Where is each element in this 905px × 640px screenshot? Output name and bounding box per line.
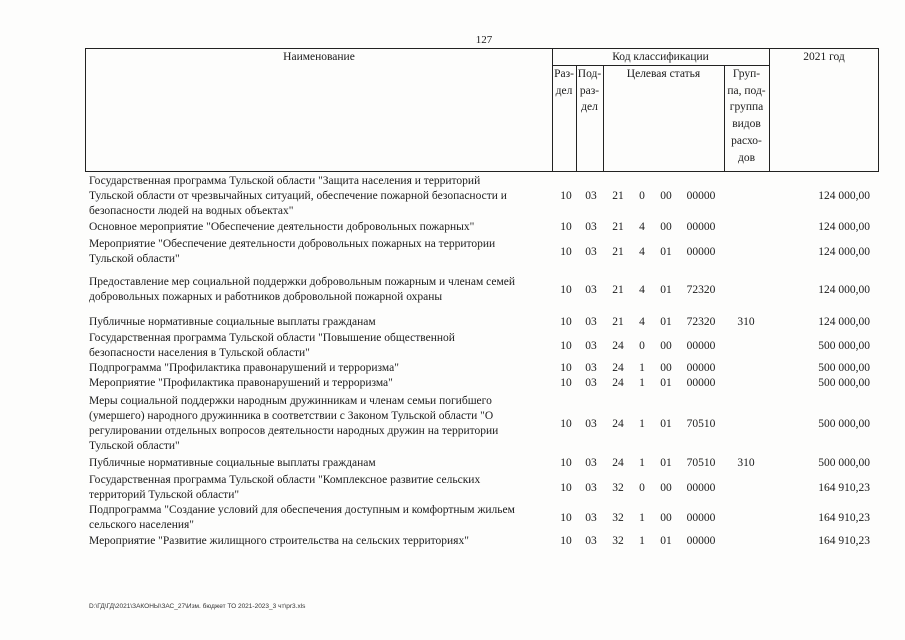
row-name-line: территорий Тульской области" bbox=[89, 489, 240, 501]
cell-target-direction: 00000 bbox=[686, 246, 716, 258]
header-podrazdel-line: дел bbox=[581, 101, 598, 114]
cell-target-program: 32 bbox=[612, 512, 624, 524]
header-name: Наименование bbox=[283, 51, 355, 63]
cell-razdel: 10 bbox=[560, 284, 572, 296]
cell-target-direction: 00000 bbox=[686, 340, 716, 352]
cell-target-subprogram: 0 bbox=[639, 340, 645, 352]
row-name-line: сельского населения" bbox=[89, 519, 194, 531]
cell-target-program: 24 bbox=[612, 340, 624, 352]
row-name bbox=[89, 315, 553, 330]
cell-razdel: 10 bbox=[560, 377, 572, 389]
cell-target-subprogram: 1 bbox=[639, 418, 645, 430]
cell-amount: 500 000,00 bbox=[818, 340, 870, 352]
row-name-line: Меры социальной поддержки народным дружинникам и членам семьи погибшего bbox=[89, 395, 492, 407]
header-vid bbox=[724, 66, 769, 166]
row-name-line: регулировании отдельных вопросов деятельности народных дружин на территории bbox=[89, 425, 499, 437]
cell-target-subprogram: 1 bbox=[639, 535, 645, 547]
cell-podrazdel: 03 bbox=[585, 190, 597, 202]
cell-podrazdel: 03 bbox=[585, 362, 597, 374]
cell-razdel: 10 bbox=[560, 418, 572, 430]
cell-target-subprogram: 1 bbox=[639, 377, 645, 389]
cell-target-direction: 00000 bbox=[686, 535, 716, 547]
cell-podrazdel: 03 bbox=[585, 377, 597, 389]
file-path-footer: D:\ГД\ГД\2021\ЗАКОНЫ\ЗАС_27\Изм. бюджет ТО 2021-2023_3 чт\pr3.xls bbox=[89, 603, 306, 610]
row-name bbox=[89, 331, 553, 361]
cell-target-event: 01 bbox=[660, 246, 672, 258]
row-name-line: Мероприятие "Развитие жилищного строительства на сельских территориях" bbox=[89, 535, 469, 547]
cell-expense-type: 310 bbox=[737, 457, 755, 469]
header-vid-line: Груп- bbox=[732, 68, 761, 80]
cell-target-direction: 00000 bbox=[686, 377, 716, 389]
cell-podrazdel: 03 bbox=[585, 221, 597, 233]
cell-target-program: 32 bbox=[612, 482, 624, 494]
page-number: 127 bbox=[475, 34, 493, 46]
header-podrazdel bbox=[576, 66, 603, 116]
row-name-line: Подпрограмма "Создание условий для обеспечения доступным и комфортным жильем bbox=[89, 504, 515, 516]
cell-target-direction: 00000 bbox=[686, 221, 716, 233]
cell-target-subprogram: 1 bbox=[639, 457, 645, 469]
cell-target-direction: 00000 bbox=[686, 512, 716, 524]
cell-razdel: 10 bbox=[560, 482, 572, 494]
cell-amount: 124 000,00 bbox=[818, 221, 870, 233]
header-target: Целевая статья bbox=[626, 68, 701, 80]
cell-target-direction: 00000 bbox=[686, 362, 716, 374]
cell-amount: 500 000,00 bbox=[818, 457, 870, 469]
cell-target-direction: 72320 bbox=[686, 316, 716, 328]
row-name-line: добровольных пожарных и работников добровольной пожарной охраны bbox=[89, 291, 443, 303]
cell-target-program: 21 bbox=[612, 316, 624, 328]
cell-amount: 164 910,23 bbox=[818, 482, 870, 494]
cell-target-direction: 00000 bbox=[686, 190, 716, 202]
cell-target-event: 00 bbox=[660, 512, 672, 524]
cell-target-event: 00 bbox=[660, 482, 672, 494]
cell-target-subprogram: 4 bbox=[639, 284, 645, 296]
cell-amount: 500 000,00 bbox=[818, 362, 870, 374]
cell-target-subprogram: 4 bbox=[639, 246, 645, 258]
cell-target-event: 01 bbox=[660, 535, 672, 547]
cell-razdel: 10 bbox=[560, 246, 572, 258]
cell-podrazdel: 03 bbox=[585, 457, 597, 469]
cell-razdel: 10 bbox=[560, 190, 572, 202]
cell-target-subprogram: 4 bbox=[639, 316, 645, 328]
row-name-line: Тульской области" bbox=[89, 253, 180, 265]
row-name-line: Государственная программа Тульской области "Повышение общественной bbox=[89, 332, 455, 344]
cell-amount: 500 000,00 bbox=[818, 377, 870, 389]
header-razdel-line: дел bbox=[555, 84, 573, 97]
header-vid-line: группа bbox=[729, 101, 764, 114]
cell-amount: 164 910,23 bbox=[818, 535, 870, 547]
cell-target-event: 01 bbox=[660, 316, 672, 328]
cell-target-program: 24 bbox=[612, 418, 624, 430]
header-code-group: Код классификации bbox=[612, 51, 709, 63]
cell-podrazdel: 03 bbox=[585, 418, 597, 430]
cell-podrazdel: 03 bbox=[585, 535, 597, 547]
row-name bbox=[89, 361, 553, 376]
cell-target-subprogram: 0 bbox=[639, 190, 645, 202]
cell-amount: 124 000,00 bbox=[818, 284, 870, 296]
cell-target-event: 01 bbox=[660, 457, 672, 469]
cell-target-event: 00 bbox=[660, 340, 672, 352]
header-vid-line: видов bbox=[732, 118, 761, 131]
row-name-line: Тульской области от чрезвычайных ситуаций, обеспечение пожарной безопасности и bbox=[89, 190, 507, 202]
cell-target-subprogram: 4 bbox=[639, 221, 645, 233]
row-name-line: Основное мероприятие "Обеспечение деятельности добровольных пожарных" bbox=[89, 221, 475, 233]
row-name-line: Публичные нормативные социальные выплаты гражданам bbox=[89, 316, 376, 328]
cell-target-program: 24 bbox=[612, 457, 624, 469]
row-name bbox=[89, 376, 553, 391]
cell-podrazdel: 03 bbox=[585, 316, 597, 328]
cell-target-program: 21 bbox=[612, 246, 624, 258]
row-name-line: безопасности населения в Тульской области" bbox=[89, 347, 310, 359]
header-vid-line: дов bbox=[737, 151, 756, 164]
cell-target-direction: 70510 bbox=[686, 457, 716, 469]
row-name-line: Подпрограмма "Профилактика правонарушений и терроризма" bbox=[89, 362, 399, 374]
cell-target-program: 24 bbox=[612, 362, 624, 374]
cell-target-program: 21 bbox=[612, 221, 624, 233]
cell-podrazdel: 03 bbox=[585, 246, 597, 258]
cell-target-subprogram: 0 bbox=[639, 482, 645, 494]
header-podrazdel-line: раз- bbox=[579, 84, 600, 97]
cell-expense-type: 310 bbox=[737, 316, 755, 328]
cell-razdel: 10 bbox=[560, 457, 572, 469]
cell-amount: 124 000,00 bbox=[818, 246, 870, 258]
row-name bbox=[89, 394, 553, 454]
cell-target-direction: 70510 bbox=[686, 418, 716, 430]
cell-amount: 164 910,23 bbox=[818, 512, 870, 524]
row-name bbox=[89, 473, 553, 503]
cell-target-direction: 72320 bbox=[686, 284, 716, 296]
row-name-line: безопасности людей на водных объектах" bbox=[89, 205, 294, 217]
cell-target-event: 01 bbox=[660, 377, 672, 389]
header-razdel bbox=[552, 66, 576, 99]
cell-target-event: 01 bbox=[660, 284, 672, 296]
cell-razdel: 10 bbox=[560, 512, 572, 524]
row-name-line: Публичные нормативные социальные выплаты гражданам bbox=[89, 457, 376, 469]
cell-razdel: 10 bbox=[560, 316, 572, 328]
cell-podrazdel: 03 bbox=[585, 340, 597, 352]
row-name-line: Тульской области" bbox=[89, 440, 180, 452]
header-year: 2021 год bbox=[803, 51, 845, 63]
cell-target-subprogram: 1 bbox=[639, 512, 645, 524]
cell-razdel: 10 bbox=[560, 362, 572, 374]
cell-amount: 124 000,00 bbox=[818, 190, 870, 202]
cell-target-event: 00 bbox=[660, 190, 672, 202]
cell-target-program: 21 bbox=[612, 284, 624, 296]
cell-target-program: 32 bbox=[612, 535, 624, 547]
cell-amount: 124 000,00 bbox=[818, 316, 870, 328]
cell-target-event: 00 bbox=[660, 221, 672, 233]
header-podrazdel-line: Под- bbox=[577, 68, 602, 80]
row-name-line: Государственная программа Тульской области "Защита населения и территорий bbox=[89, 175, 481, 187]
cell-target-program: 21 bbox=[612, 190, 624, 202]
row-name bbox=[89, 220, 553, 235]
row-name bbox=[89, 503, 553, 533]
row-name bbox=[89, 237, 553, 267]
divider-year bbox=[769, 49, 770, 171]
cell-podrazdel: 03 bbox=[585, 482, 597, 494]
row-name-line: Мероприятие "Обеспечение деятельности добровольных пожарных на территории bbox=[89, 238, 496, 250]
cell-target-program: 24 bbox=[612, 377, 624, 389]
cell-razdel: 10 bbox=[560, 221, 572, 233]
header-vid-line: расхо- bbox=[731, 134, 762, 147]
cell-target-event: 01 bbox=[660, 418, 672, 430]
row-name bbox=[89, 174, 553, 219]
row-name-line: Предоставление мер социальной поддержки добровольным пожарным и членам семей bbox=[89, 276, 515, 288]
row-name-line: Мероприятие "Профилактика правонарушений и терроризма" bbox=[89, 377, 393, 389]
header-razdel-line: Раз- bbox=[554, 68, 574, 80]
cell-target-direction: 00000 bbox=[686, 482, 716, 494]
cell-target-event: 00 bbox=[660, 362, 672, 374]
table-header bbox=[85, 48, 879, 172]
cell-razdel: 10 bbox=[560, 340, 572, 352]
cell-podrazdel: 03 bbox=[585, 284, 597, 296]
cell-podrazdel: 03 bbox=[585, 512, 597, 524]
row-name-line: (умершего) народного дружинника в соответствии с Законом Тульской области "О bbox=[89, 410, 494, 422]
row-name bbox=[89, 275, 553, 305]
header-vid-line: па, под- bbox=[727, 84, 766, 97]
cell-amount: 500 000,00 bbox=[818, 418, 870, 430]
row-name bbox=[89, 456, 553, 471]
row-name bbox=[89, 534, 553, 549]
row-name-line: Государственная программа Тульской области "Комплексное развитие сельских bbox=[89, 474, 481, 486]
cell-razdel: 10 bbox=[560, 535, 572, 547]
cell-target-subprogram: 1 bbox=[639, 362, 645, 374]
